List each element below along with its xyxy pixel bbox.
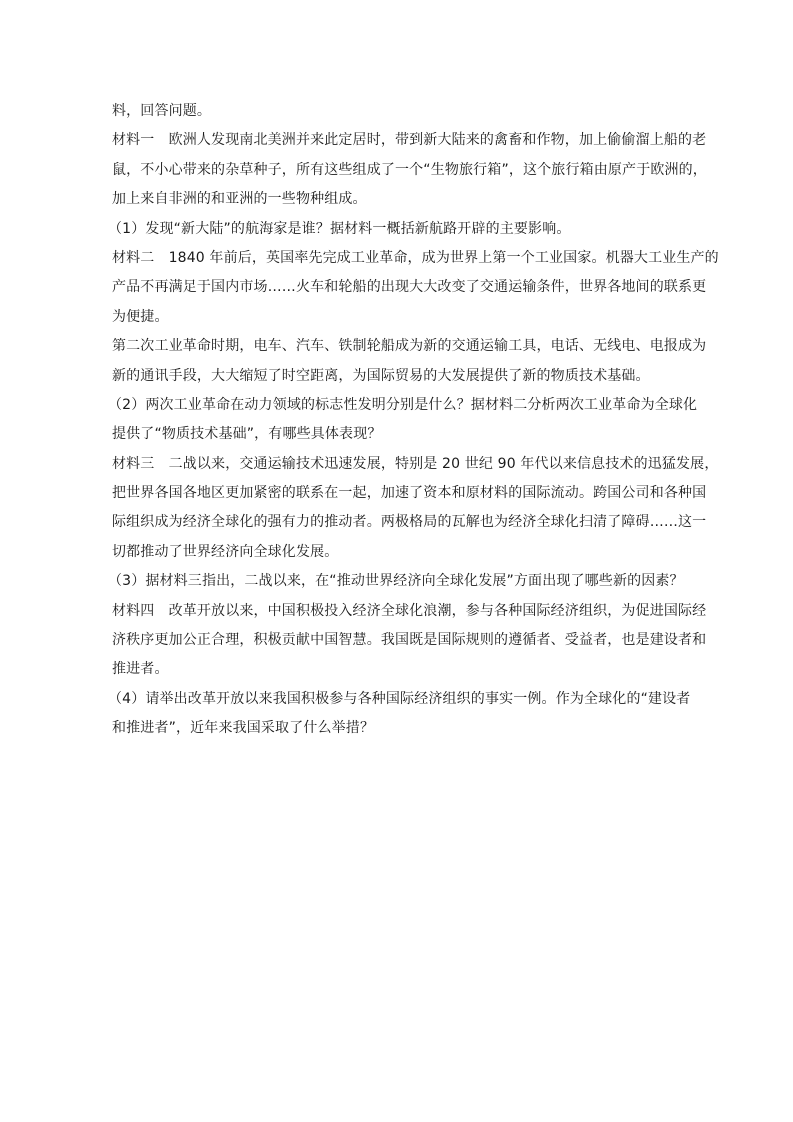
material-2-line: 材料二 1840 年前后，英国率先完成工业革命，成为世界上第一个工业国家。机器大工业生产的 bbox=[112, 249, 719, 266]
text-line: 第二次工业革命时期，电车、汽车、铁制轮船成为新的交通运输工具，电话、无线电、电报成为 bbox=[112, 338, 707, 355]
question-4: （4）请举出改革开放以来我国积极参与各种国际经济组织的事实一例。作为全球化的“建设者 bbox=[108, 690, 691, 707]
question-1: （1）发现“新大陆”的航海家是谁？据材料一概括新航路开辟的主要影响。 bbox=[108, 220, 571, 237]
text-line: 提供了“物质技术基础”，有哪些具体表现？ bbox=[112, 426, 382, 443]
text-line: 加上来自非洲的和亚洲的一些物种组成。 bbox=[112, 191, 367, 208]
text-line: 鼠，不小心带来的杂草种子，所有这些组成了一个“生物旅行箱”，这个旅行箱由原产于欧洲的， bbox=[112, 161, 707, 178]
text-line: 切都推动了世界经济向全球化发展。 bbox=[112, 543, 339, 560]
material-1-line: 材料一 欧洲人发现南北美洲并来此定居时，带到新大陆来的禽畜和作物，加上偷偷溜上船的老 bbox=[112, 132, 707, 149]
text-line: 料，回答问题。 bbox=[112, 103, 212, 119]
text-line: 济秩序更加公正合理，积极贡献中国智慧。我国既是国际规则的遵循者、受益者，也是建设者和 bbox=[112, 632, 707, 649]
text-line: 和推进者”，近年来我国采取了什么举措？ bbox=[112, 720, 375, 737]
question-3: （3）据材料三指出，二战以来，在“推动世界经济向全球化发展”方面出现了哪些新的因素？ bbox=[108, 573, 684, 590]
document-body bbox=[108, 97, 719, 744]
text-line: 为便捷。 bbox=[112, 308, 169, 325]
text-line: 把世界各国各地区更加紧密的联系在一起，加速了资本和原材料的国际流动。跨国公司和各种国 bbox=[112, 485, 707, 502]
question-2: （2）两次工业革命在动力领域的标志性发明分别是什么？据材料二分析两次工业革命为全球化 bbox=[108, 396, 698, 413]
material-4-line: 材料四 改革开放以来，中国积极投入经济全球化浪潮，参与各种国际经济组织，为促进国际经 bbox=[112, 602, 707, 619]
text-line: 产品不再满足于国内市场……火车和轮船的出现大大改变了交通运输条件，世界各地间的联系更 bbox=[112, 279, 707, 296]
material-3-line: 材料三 二战以来，交通运输技术迅速发展，特别是 20 世纪 90 年代以来信息技术的迅猛发展， bbox=[112, 455, 719, 472]
text-line: 新的通讯手段，大大缩短了时空距离，为国际贸易的大发展提供了新的物质技术基础。 bbox=[112, 367, 650, 384]
text-line: 际组织成为经济全球化的强有力的推动者。两极格局的瓦解也为经济全球化扫清了障碍……这一 bbox=[112, 514, 707, 531]
text-line: 推进者。 bbox=[112, 661, 169, 678]
